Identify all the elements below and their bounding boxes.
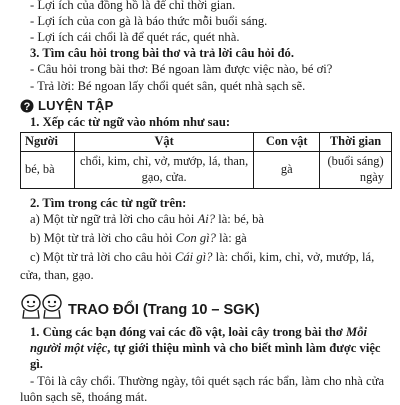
header-vat: Vật <box>74 133 253 152</box>
header-thoi-gian: Thời gian <box>320 133 392 152</box>
ex2c-question: Cái gì? <box>174 250 213 265</box>
ex2c-text: c) Một từ trả lời cho câu hỏi <box>30 250 175 265</box>
exercise1-title: 1. Xếp các từ ngữ vào nhóm như sau: <box>30 115 231 130</box>
trao-doi-question <box>0 324 400 372</box>
ex2b-text: b) Một từ trả lời cho câu hỏi <box>30 231 176 246</box>
trao-doi-title: TRAO ĐỔI (Trang 10 – SGK) <box>68 302 260 319</box>
ex2c-answer: là: chổi, kim, chỉ, vở, mướp, lá, <box>212 250 375 265</box>
ex2a-text: a) Một từ ngữ trả lời cho câu hỏi <box>30 212 198 227</box>
exercise2-c-cont: cửa, than, gạo. <box>20 268 94 283</box>
exercise2-title: 2. Tìm trong các từ ngữ trên: <box>30 196 187 211</box>
exercise2-b <box>0 230 400 246</box>
ex2a-question: Ai? <box>197 212 216 227</box>
trao-doi-answer-line2: luôn sạch sẽ, thoáng mát. <box>20 390 148 404</box>
cell-thoi-gian-line1: (buổi sáng) <box>327 154 384 169</box>
question-circle-icon <box>20 99 34 113</box>
item3-question: - Câu hỏi trong bài thơ: Bé ngoan làm được việc nào, bé ơi? <box>30 62 333 77</box>
cell-vat-line2: gạo, cửa. <box>141 170 187 185</box>
exercise2-a <box>0 211 400 227</box>
cell-vat-line1: chổi, kim, chỉ, vở, mướp, lá, than, <box>80 154 249 169</box>
trao-doi-answer-line1: - Tôi là cây chổi. Thường ngày, tôi quét sạch rác bẩn, làm cho nhà cửa <box>30 373 385 388</box>
cell-thoi-gian <box>320 152 392 189</box>
list-item: - Lợi ích của con gà là báo thức mỗi buổi sáng. <box>30 14 268 29</box>
item3-answer: - Trả lời: Bé ngoan lấy chổi quét sân, quét nhà sạch sẽ. <box>30 78 306 93</box>
discussion-faces-icon <box>20 294 64 320</box>
word-group-table <box>20 132 392 189</box>
svg-text:?: ? <box>23 100 31 113</box>
cell-con-vat: gà <box>254 152 320 189</box>
exercise2-c <box>0 249 400 265</box>
practice-title: LUYỆN TẬP <box>38 97 114 113</box>
header-nguoi: Người <box>21 133 75 152</box>
item3-title: 3. Tìm câu hỏi trong bài thơ và trả lời câu hỏi đó. <box>30 46 294 61</box>
header-con-vat: Con vật <box>254 133 320 152</box>
q1-text-end: , tự giới thiệu mình và cho biết mình làm được việc gì. <box>30 340 381 371</box>
ex2a-answer: là: bé, bà <box>215 212 265 227</box>
q1-poem-title: Mỗi người một việc <box>30 324 368 355</box>
q1-text-start: 1. Cùng các bạn đóng vai các đồ vật, loài cây trong bài thơ <box>30 324 347 339</box>
benefits-list <box>0 0 400 45</box>
trao-doi-heading <box>0 294 400 320</box>
ex2b-answer: là: gà <box>215 231 247 246</box>
cell-vat <box>74 152 253 189</box>
cell-thoi-gian-line2: ngày <box>359 170 384 185</box>
practice-heading <box>0 98 400 115</box>
ex2b-question: Con gì? <box>175 231 216 246</box>
list-item: - Lợi ích của đồng hồ là để chỉ thời gian. <box>30 0 236 12</box>
table-row <box>21 152 392 189</box>
list-item: - Lợi ích cái chổi là để quét rác, quét nhà. <box>30 30 240 45</box>
cell-nguoi: bé, bà <box>21 152 75 189</box>
table-header-row <box>21 133 392 152</box>
